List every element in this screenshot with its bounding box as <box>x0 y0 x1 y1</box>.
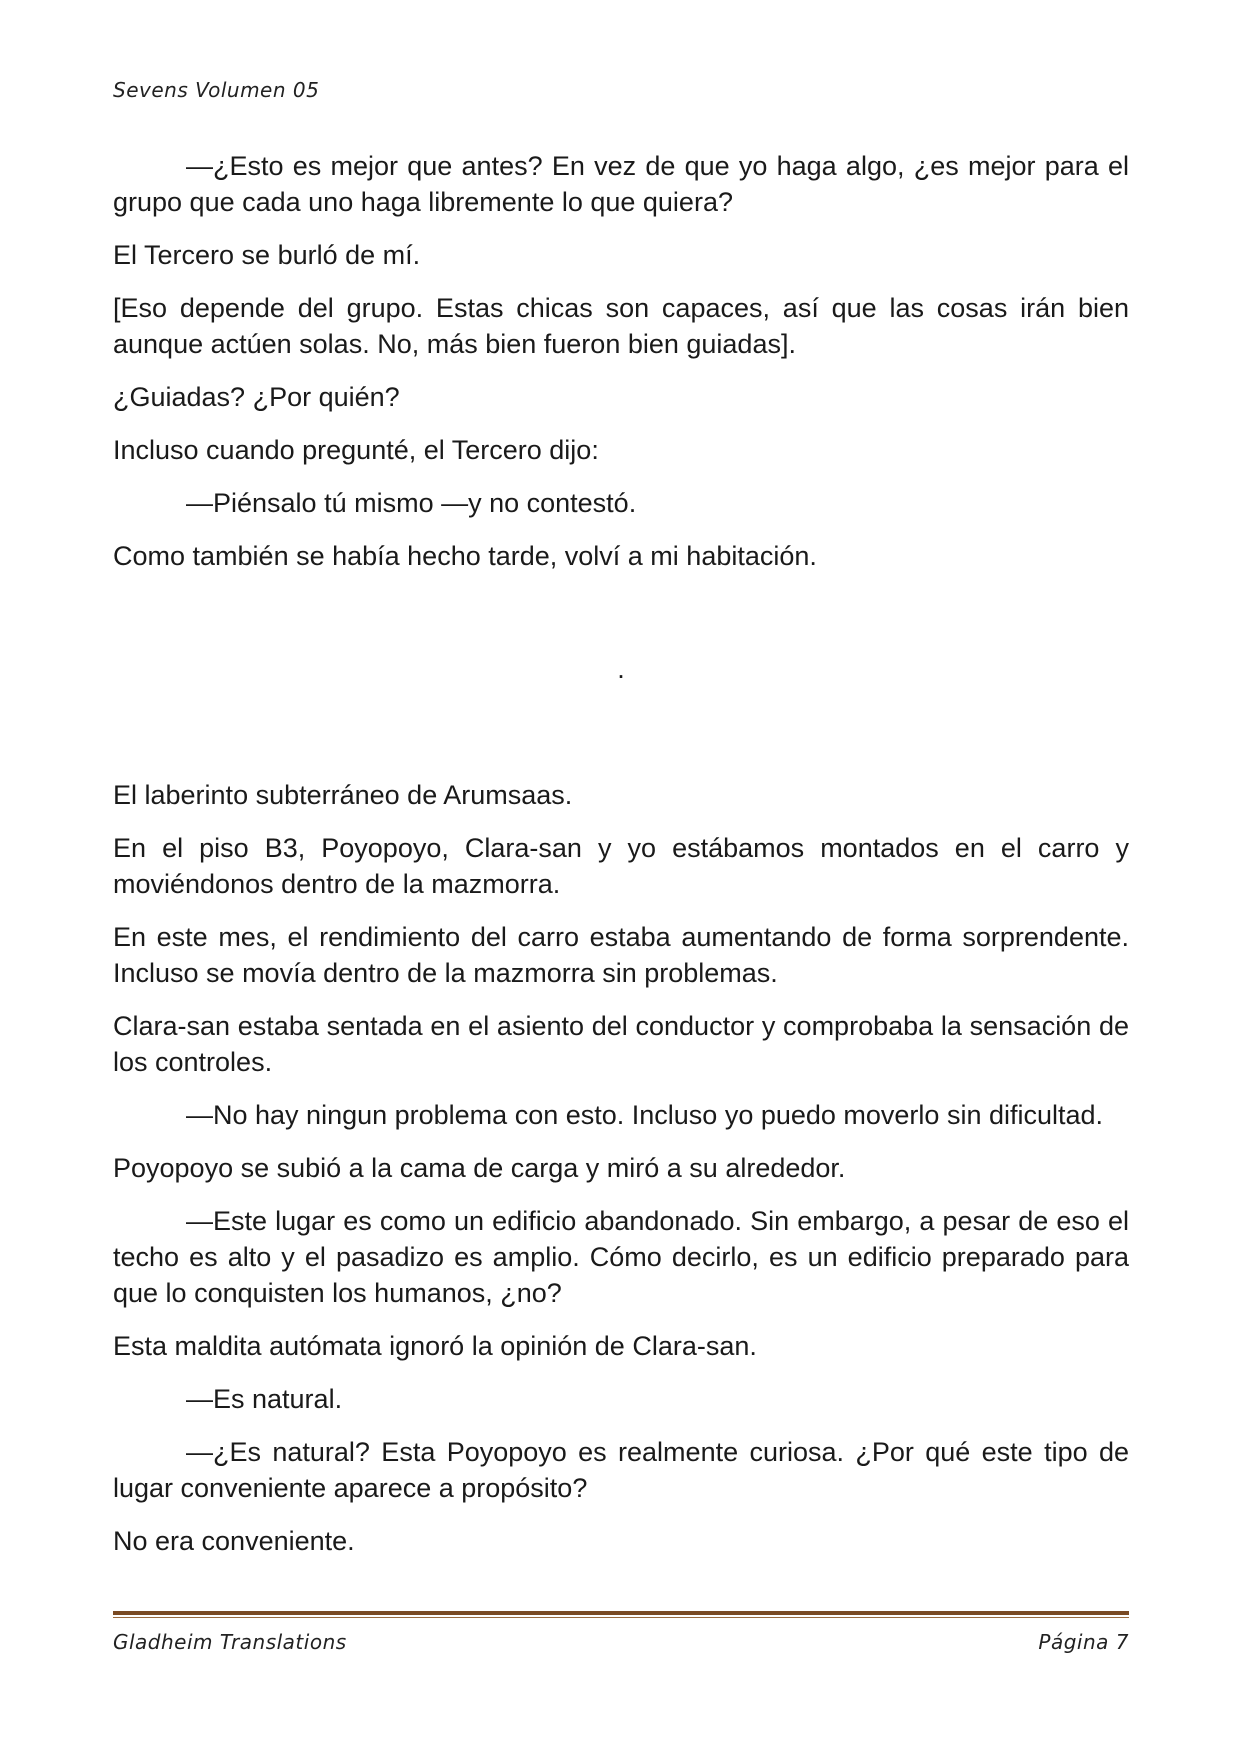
paragraph: —No hay ningun problema con esto. Incluso yo puedo moverlo sin dificultad. <box>186 1100 1104 1130</box>
running-header: Sevens Volumen 05 <box>113 78 320 102</box>
footer-divider <box>113 1611 1129 1618</box>
paragraph: En este mes, el rendimiento del carro estaba aumentando de forma sorprendente. Incluso se movía dentro de la mazmorra sin problemas. <box>113 922 1129 988</box>
paragraph: [Eso depende del grupo. Estas chicas son capaces, así que las cosas irán bien aunque actúen solas. No, más bien fueron bien guiadas]. <box>113 293 1129 359</box>
paragraph: —Es natural. <box>186 1384 343 1414</box>
paragraph: Como también se había hecho tarde, volví a mi habitación. <box>113 541 817 571</box>
scene-break <box>113 591 1129 777</box>
paragraph: —¿Esto es mejor que antes? En vez de que yo haga algo, ¿es mejor para el grupo que cada uno haga libremente lo que quiera? <box>113 151 1129 217</box>
paragraph: —Este lugar es como un edificio abandonado. Sin embargo, a pesar de eso el techo es alto y el pasadizo es amplio. Cómo decirlo, es un edificio preparado para que lo conquisten los humanos, ¿no? <box>113 1206 1129 1308</box>
page-label: Página <box>1038 1630 1109 1654</box>
section-part-2 <box>113 777 1129 1559</box>
paragraph: El laberinto subterráneo de Arumsaas. <box>113 780 573 810</box>
paragraph: El Tercero se burló de mí. <box>113 240 421 270</box>
footer-divider-thick <box>113 1611 1129 1615</box>
paragraph: No era conveniente. <box>113 1526 355 1556</box>
paragraph: Poyopoyo se subió a la cama de carga y miró a su alrededor. <box>113 1153 846 1183</box>
paragraph: Clara-san estaba sentada en el asiento del conductor y comprobaba la sensación de los controles. <box>113 1011 1129 1077</box>
scene-break-dot: . <box>617 654 625 684</box>
page-number: 7 <box>1115 1630 1129 1654</box>
page-number-label <box>1038 1630 1129 1654</box>
footer-credit: Gladheim Translations <box>113 1630 347 1654</box>
section-part-1 <box>113 148 1129 574</box>
paragraph: En el piso B3, Poyopoyo, Clara-san y yo estábamos montados en el carro y moviéndonos dentro de la mazmorra. <box>113 833 1129 899</box>
paragraph: Esta maldita autómata ignoró la opinión de Clara-san. <box>113 1331 757 1361</box>
footer-divider-thin <box>113 1617 1129 1618</box>
paragraph: ¿Guiadas? ¿Por quién? <box>113 382 400 412</box>
page-body <box>113 148 1129 1576</box>
paragraph: —¿Es natural? Esta Poyopoyo es realmente curiosa. ¿Por qué este tipo de lugar conveniente aparece a propósito? <box>113 1437 1129 1503</box>
paragraph: —Piénsalo tú mismo —y no contestó. <box>186 488 637 518</box>
paragraph: Incluso cuando pregunté, el Tercero dijo: <box>113 435 599 465</box>
